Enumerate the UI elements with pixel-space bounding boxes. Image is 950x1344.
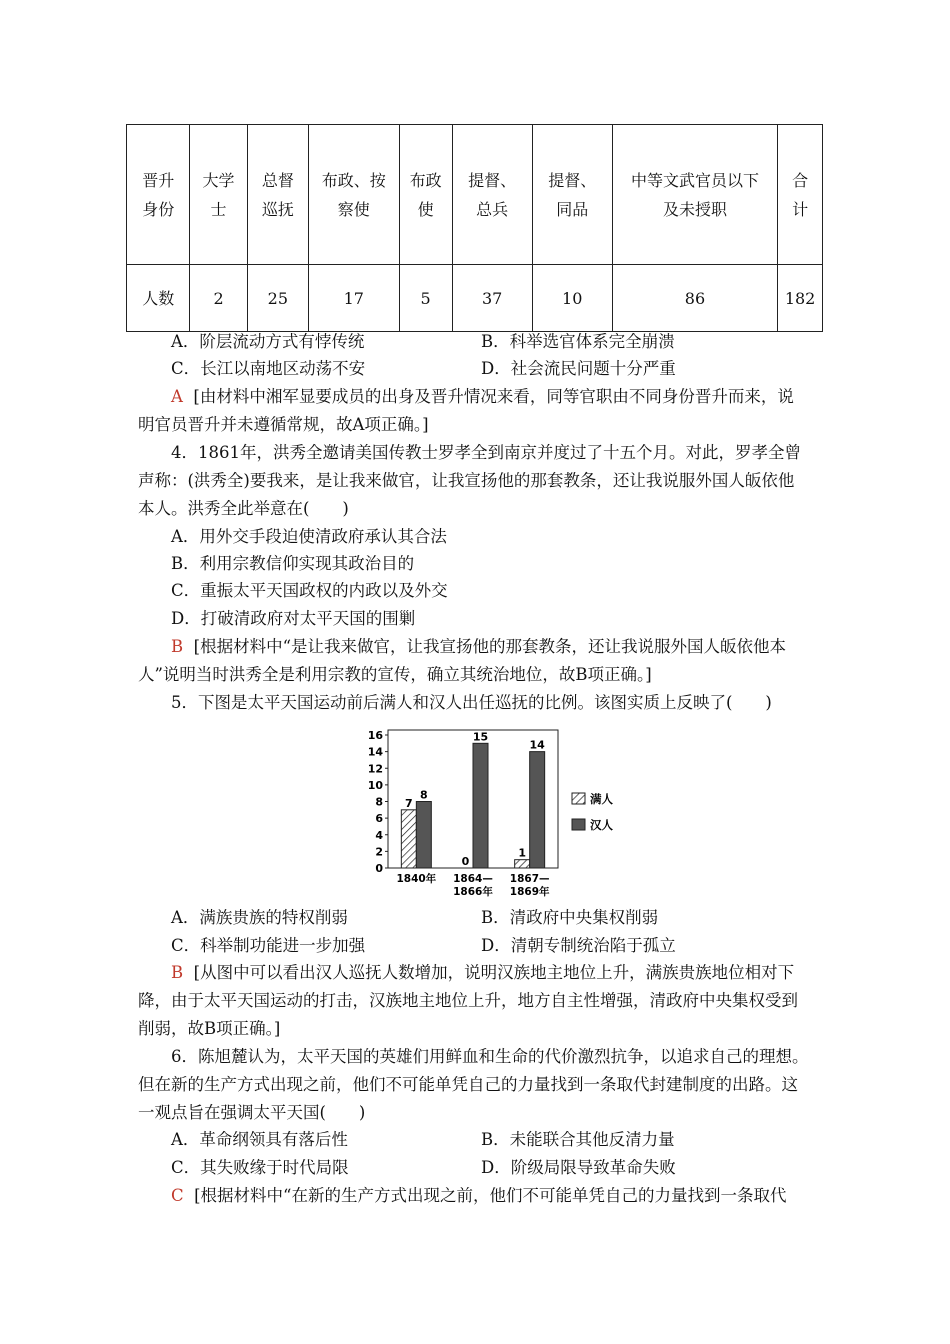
q4-option-c: C．重振太平天国政权的内政以及外交 [171,581,448,600]
q5-option-b: B．清政府中央集权削弱 [481,908,659,927]
q3-option-c: C．长江以南地区动荡不安 [171,359,366,378]
q6-option-d: D．阶级局限导致革命失败 [481,1158,676,1177]
table-header-cell [532,125,612,265]
table-cell: 182 [778,265,823,332]
q5-explanation-text: [从图中可以看出汉人巡抚人数增加，说明汉族地主地位上升，满族贵族地位相对下 [193,963,795,982]
table-cell: 5 [399,265,452,332]
y-tick-label: 6 [375,812,383,826]
y-tick-label: 14 [367,745,383,759]
q4-answer: B [171,637,184,656]
q5-option-c: C．科举制功能进一步加强 [171,936,366,955]
table-header-row [127,125,823,265]
table-header-text: 提督、 [548,170,597,190]
official-promotion-table [126,124,823,332]
table-row [127,265,823,332]
legend-swatch-han [572,819,585,830]
q5-explanation-line-3: 削弱，故B项正确。] [138,1019,281,1038]
q4-stem-line-2: 声称：(洪秀全)要我来，是让我来做官，让我宣扬他的那套教条，还让我说服外国人皈依他 [138,471,795,490]
q6-explanation-text: [根据材料中“在新的生产方式出现之前，他们不可能单凭自己的力量找到一条取代 [194,1186,787,1205]
q4-option-b: B．利用宗教信仰实现其政治目的 [171,554,415,573]
table-header-text: 总督 [261,170,294,190]
table-header-cell [778,125,823,265]
q3-explanation-text: [由材料中湘军显要成员的出身及晋升情况来看，同等官职由不同身份晋升而来，说 [193,387,794,406]
q6-option-b: B．未能联合其他反清力量 [481,1130,675,1149]
bar-value-label: 7 [405,796,413,810]
q6-answer: C [171,1186,184,1205]
table-cell: 86 [612,265,777,332]
table-header-cell [127,125,190,265]
table-header-cell [309,125,400,265]
q4-option-d: D．打破清政府对太平天国的围剿 [171,609,416,628]
q3-explanation-line-2: 明官员晋升并未遵循常规，故A项正确。] [138,415,429,434]
table-header-text: 计 [792,199,809,219]
q5-stem: 5．下图是太平天国运动前后满人和汉人出任巡抚的比例。该图实质上反映了( ) [171,693,772,712]
q3-option-a: A．阶层流动方式有悖传统 [171,332,365,351]
q3-option-b: B．科举选官体系完全崩溃 [481,332,675,351]
table-header-text: 提督、 [468,170,517,190]
table-header-text: 及未授职 [662,199,727,219]
table-header-text: 身份 [142,199,175,219]
q4-stem-line-1: 4．1861年，洪秀全邀请美国传教士罗孝全到南京并度过了十五个月。对此，罗孝全曾 [171,443,801,462]
y-tick-label: 8 [375,795,383,809]
table-cell: 25 [247,265,308,332]
bar-han [473,743,488,868]
table-header-text: 巡抚 [261,199,294,219]
table-header-text: 同品 [556,199,589,219]
table-header-text: 中等文武官员以下 [630,170,759,190]
table-cell: 2 [190,265,247,332]
x-tick-label: 1867— [509,873,550,885]
bar-value-label: 1 [518,846,526,860]
q5-option-a: A．满族贵族的特权削弱 [171,908,348,927]
table-header-text: 士 [210,199,227,219]
table-cell: 17 [309,265,400,332]
x-tick-label: 1864— [453,873,493,885]
table-header-text: 布政 [409,170,442,190]
table-cell: 10 [532,265,612,332]
q5-answer: B [171,963,184,982]
y-tick-label: 10 [367,778,383,792]
bar-han [530,752,545,868]
table-header-text: 察使 [337,199,370,219]
bar-han [416,802,431,869]
q3-answer: A [171,387,183,406]
q6-explanation-line-1 [171,1185,787,1207]
q5-option-d: D．清朝专制统治陷于孤立 [481,936,676,955]
q5-explanation-line-1 [171,962,794,984]
bar-value-label: 15 [472,730,489,744]
legend-swatch-manchu [572,793,585,804]
table-header-text: 总兵 [476,199,509,219]
q6-stem-line-1: 6．陈旭麓认为，太平天国的英雄们用鲜血和生命的代价激烈抗争，以追求自己的理想。 [171,1047,809,1066]
bar-manchu [515,860,530,868]
table-header-text: 大学 [202,170,235,190]
table-header-cell [452,125,532,265]
table-header-cell [190,125,247,265]
y-tick-label: 4 [375,828,383,842]
bar-value-label: 0 [461,855,470,868]
table-header-text: 合 [792,170,809,190]
q4-stem-line-3: 本人。洪秀全此举意在( ) [138,499,349,518]
q4-option-a: A．用外交手段迫使清政府承认其合法 [171,527,447,546]
y-tick-label: 2 [375,845,383,859]
table-row-label: 人数 [127,265,190,332]
y-tick-label: 12 [367,762,383,776]
q6-stem-line-3: 一观点旨在强调太平天国( ) [138,1103,366,1122]
q6-stem-line-2: 但在新的生产方式出现之前，他们不可能单凭自己的力量找到一条取代封建制度的出路。这 [138,1075,798,1094]
table-cell: 37 [452,265,532,332]
q5-explanation-line-2: 降，由于太平天国运动的打击，汉族地主地位上升，地方自主性增强，清政府中央集权受到 [138,991,798,1010]
q4-explanation-text: [根据材料中“是让我来做官，让我宣扬他的那套教条，还让我说服外国人皈依他本 [193,637,787,656]
table-header-cell [612,125,777,265]
y-tick-label: 0 [375,862,383,875]
x-tick-label: 1840年 [396,873,437,885]
table-header-cell [399,125,452,265]
x-tick-label: 1866年 [453,886,493,898]
y-tick-label: 16 [367,729,383,742]
legend-label-manchu: 满人 [590,792,613,806]
q6-option-a: A．革命纲领具有落后性 [171,1130,348,1149]
bar-value-label: 8 [420,788,428,802]
table-header-text: 晋升 [142,170,175,190]
table-header-cell [247,125,308,265]
q4-explanation-line-2: 人”说明当时洪秀全是利用宗教的宣传，确立其统治地位，故B项正确。] [138,665,652,684]
q3-option-d: D．社会流民问题十分严重 [481,359,676,378]
x-tick-label: 1869年 [509,886,550,898]
legend-label-han: 汉人 [590,818,613,832]
governor-ratio-bar-chart [355,720,625,900]
bar-manchu [401,810,416,868]
q3-explanation-line-1 [171,386,794,408]
q4-explanation-line-1 [171,636,786,658]
bar-value-label: 14 [529,738,545,752]
table-header-text: 布政、按 [321,170,386,190]
q6-option-c: C．其失败缘于时代局限 [171,1158,349,1177]
table-header-text: 使 [417,199,434,219]
